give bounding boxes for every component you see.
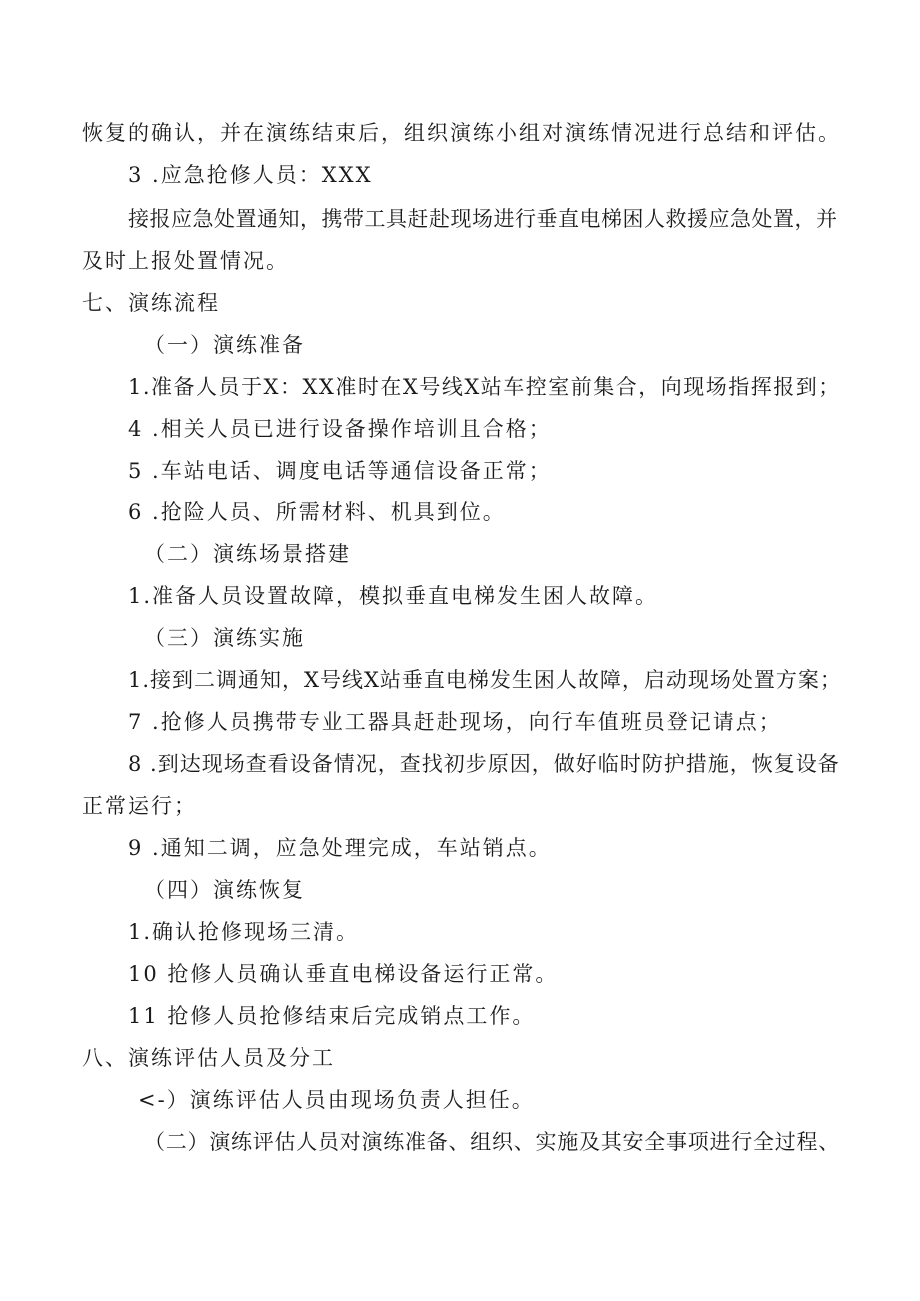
text-line: 7 .抢修人员携带专业工器具赶赴现场，向行车值班员登记请点；	[128, 710, 782, 734]
text-line: （二）演练评估人员对演练准备、组织、实施及其安全事项进行全过程、	[144, 1130, 840, 1154]
text-line: 1.确认抢修现场三清。	[128, 920, 360, 944]
text-line: 接报应急处置通知，携带工具赶赴现场进行垂直电梯困人救援应急处置，并	[128, 207, 838, 231]
text-line: 5 .车站电话、调度电话等通信设备正常；	[128, 459, 552, 483]
subsection-heading: （三）演练实施	[144, 626, 305, 650]
text-line: 1.准备人员设置故障，模拟垂直电梯发生困人故障。	[128, 584, 659, 608]
text-line: 1.接到二调通知，X号线X站垂直电梯发生困人故障，启动现场处置方案；	[128, 668, 842, 692]
section-heading: 八、演练评估人员及分工	[82, 1046, 335, 1070]
text-line: 恢复的确认，并在演练结束后，组织演练小组对演练情况进行总结和评估。	[82, 121, 841, 145]
text-line: <-）演练评估人员由现场负责人担任。	[138, 1088, 535, 1112]
text-line: 正常运行；	[82, 794, 197, 818]
text-line: 10 抢修人员确认垂直电梯设备运行正常。	[128, 962, 559, 986]
text-line: 及时上报处置情况。	[82, 249, 289, 273]
text-line: 9 .通知二调，应急处理完成，车站销点。	[128, 836, 552, 860]
text-line: 3 .应急抢修人员：XXX	[128, 163, 373, 187]
section-heading: 七、演练流程	[82, 291, 220, 315]
text-line: 8 .到达现场查看设备情况，查找初步原因，做好临时防护措施，恢复设备	[128, 752, 840, 776]
subsection-heading: （四）演练恢复	[144, 878, 305, 902]
subsection-heading: （二）演练场景搭建	[144, 542, 351, 566]
text-line: 6 .抢险人员、所需材料、机具到位。	[128, 500, 506, 524]
text-line: 4 .相关人员已进行设备操作培训且合格；	[128, 417, 552, 441]
subsection-heading: （一）演练准备	[144, 333, 305, 357]
text-line: 11 抢修人员抢修结束后完成销点工作。	[128, 1004, 536, 1028]
text-line: 1.准备人员于X：XX准时在X号线X站车控室前集合，向现场指挥报到；	[128, 375, 841, 399]
